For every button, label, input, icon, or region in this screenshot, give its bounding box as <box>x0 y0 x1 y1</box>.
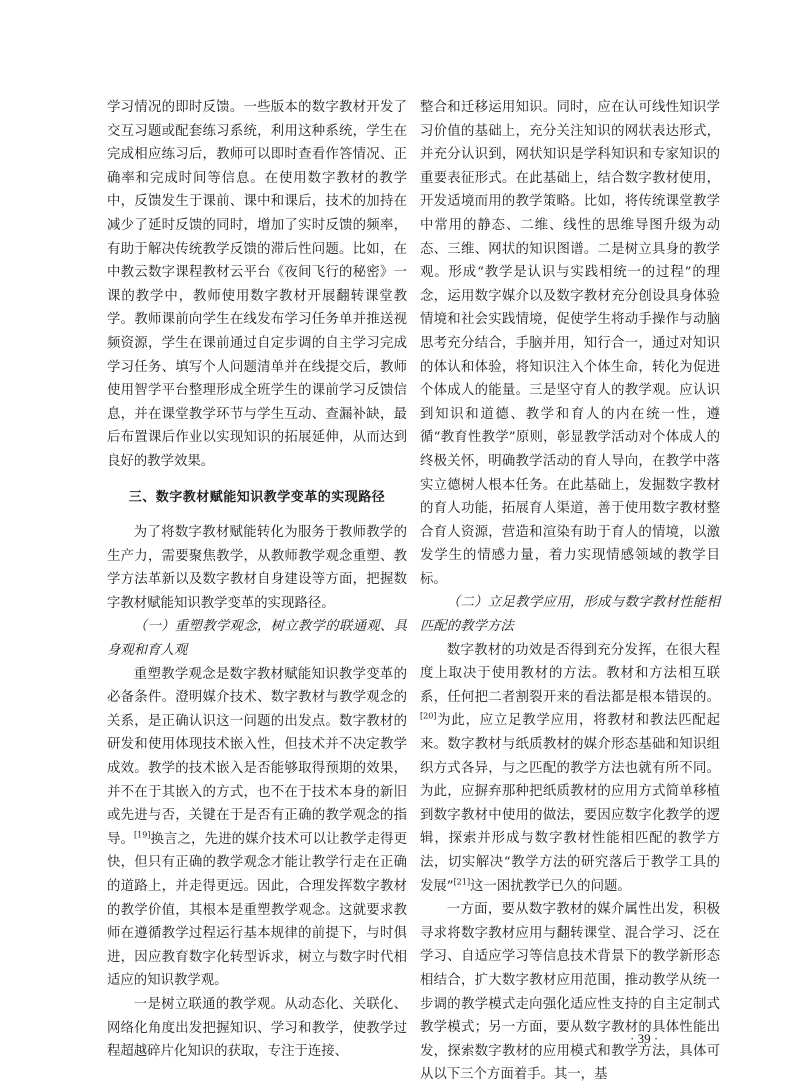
text-sub2a-head: 数字教材的功效是否得到充分发挥，在很大程度上取决于使用教材的方法。教材和方法相互联系，任何把二者割裂开来的看法都是根本错误的。 <box>420 642 720 705</box>
paragraph-section-intro: 为了将数字教材赋能转化为服务于教师教学的生产力，需要聚焦教学，从教师教学观念重塑、教学方法革新以及数字教材自身建设等方面，把握数字教材赋能知识教学变革的实现路径。 <box>107 525 407 611</box>
paragraph-continued: 整合和迁移运用知识。同时，应在认可线性知识学习价值的基础上，充分关注知识的网状表达形式，并充分认识到，网状知识是学科知识和专家知识的重要表征形式。在此基础上，结合数字教材使用，开发适境而用的教学策略。比如，将传统课堂教学中常用的静态、二维、线性的思维导图升级为动态、三维、网状的知识图谱。二是树立具身的教学观。形成“教学是认识与实践相统一的过程”的理念，运用数字媒介以及数字教材充分创设具身体验情境和社会实践情境，促使学生将动手操作与动脑思考充分结合，手脑并用，知行合一，通过对知识的体认和体验，将知识注入个体生命，转化为促进个体成人的能量。三是坚守育人的教学观。应认识到知识和道德、教学和育人的内在统一性，遵循“教育性教学”原则，彰显教学活动对个体成人的终极关怀，明确教学活动的育人导向，在教学中落实立德树人根本任务。在此基础上，发掘数字教材的育人功能，拓展育人渠道，善于使用数字教材整合育人资源，营造和渲染有助于育人的情境，以激发学生的情感力量，着力实现情感领域的教学目标。 <box>420 100 720 587</box>
text-sub1a: 重塑教学观念是数字教材赋能知识教学变革的必备条件。澄明媒介技术、数字教材与教学观念的关系，是正确认识这一问题的出发点。数字教材的研发和使用体现技术嵌入性，但技术并不决定教学成效。教学的技术嵌入是否能够取得预期的效果，并不在于其嵌入的方式，也不在于技术本身的新旧或先进与否，关键在于是否有正确的教学观念的指导。 <box>107 666 407 847</box>
citation-19: [19] <box>134 830 151 840</box>
text-sub2a-mid: 为此，应立足教学应用，将教材和教法匹配起来。数字教材与纸质教材的媒介形态基础和知识组织方式各异，与之匹配的教学方法也就有所不同。为此，应摒弃那种把纸质教材的应用方式简单移植到数字教材中使用的做法，要因应数字化教学的逻辑，探索并形成与数字教材性能相匹配的教学方法，切实解决“教学方法的研究落后于教学工具的发展” <box>420 713 720 894</box>
section-heading: 三、数字教材赋能知识教学变革的实现路径 <box>128 489 386 505</box>
paragraph-sub1a <box>107 663 407 993</box>
paragraph-sub2a <box>420 639 720 899</box>
citation-20: [20] <box>420 711 437 721</box>
right-column <box>420 96 720 1087</box>
paragraph-sub1b: 一是树立联通的教学观。从动态化、关联化、网络化角度出发把握知识、学习和教学，使教学过程超越碎片化知识的获取，专注于连接、 <box>107 996 407 1060</box>
paragraph-intro: 学习情况的即时反馈。一些版本的数字教材开发了交互习题或配套练习系统，利用这种系统，学生在完成相应练习后，教师可以即时查看作答情况、正确率和完成时间等信息。在使用数字教材的教学中，反馈发生于课前、课中和课后，技术的加持在减少了延时反馈的同时，增加了实时反馈的频率，有助于解决传统教学反馈的滞后性问题。比如，在中教云数字课程教材云平台《夜间飞行的秘密》一课的教学中，教师使用数字教材开展翻转课堂教学。教师课前向学生在线发布学习任务单并推送视频资源，学生在课前通过自定步调的自主学习完成学习任务、填写个人问题清单并在线提交后，教师使用智学平台整理形成全班学生的课前学习反馈信息，并在课堂教学环节与学生互动、查漏补缺，最后布置课后作业以实现知识的拓展延伸，从而达到良好的教学效果。 <box>107 100 407 469</box>
page-number: · 39 · <box>630 1031 659 1046</box>
subsection-heading-1: （一）重塑教学观念，树立教学的联通观、具身观和育人观 <box>107 619 407 659</box>
left-column <box>107 96 407 1064</box>
paragraph-sub2b: 一方面，要从数字教材的媒介属性出发，积极寻求将数字教材应用与翻转课堂、混合学习、泛在学习、自适应学习等信息技术背景下的教学新形态相结合，扩大数字教材应用范围，推动教学从统一步调的教学模式走向强化适应性支持的自主定制式教学模式；另一方面，要从数字教材的具体性能出发，探索数字教材的应用模式和教学方法，具体可从以下三个方面着手。其一，基 <box>420 902 720 1083</box>
citation-21: [21] <box>453 877 471 887</box>
subsection-heading-2: （二）立足教学应用，形成与数字教材性能相匹配的教学方法 <box>420 595 720 635</box>
text-sub1a-tail: 换言之，先进的媒介技术可以让教学走得更快，但只有正确的教学观念才能让教学行走在正确的道路上，并走得更远。因此，合理发挥数字教材的教学价值，其根本是重塑教学观念。这就要求教师在遵循教学过程运行基本规律的前提下，与时俱进，因应教育数字化转型诉求，树立与数字时代相适应的知识教学观。 <box>107 831 408 989</box>
text-sub2a-tail: 这一困扰教学已久的问题。 <box>470 878 631 894</box>
